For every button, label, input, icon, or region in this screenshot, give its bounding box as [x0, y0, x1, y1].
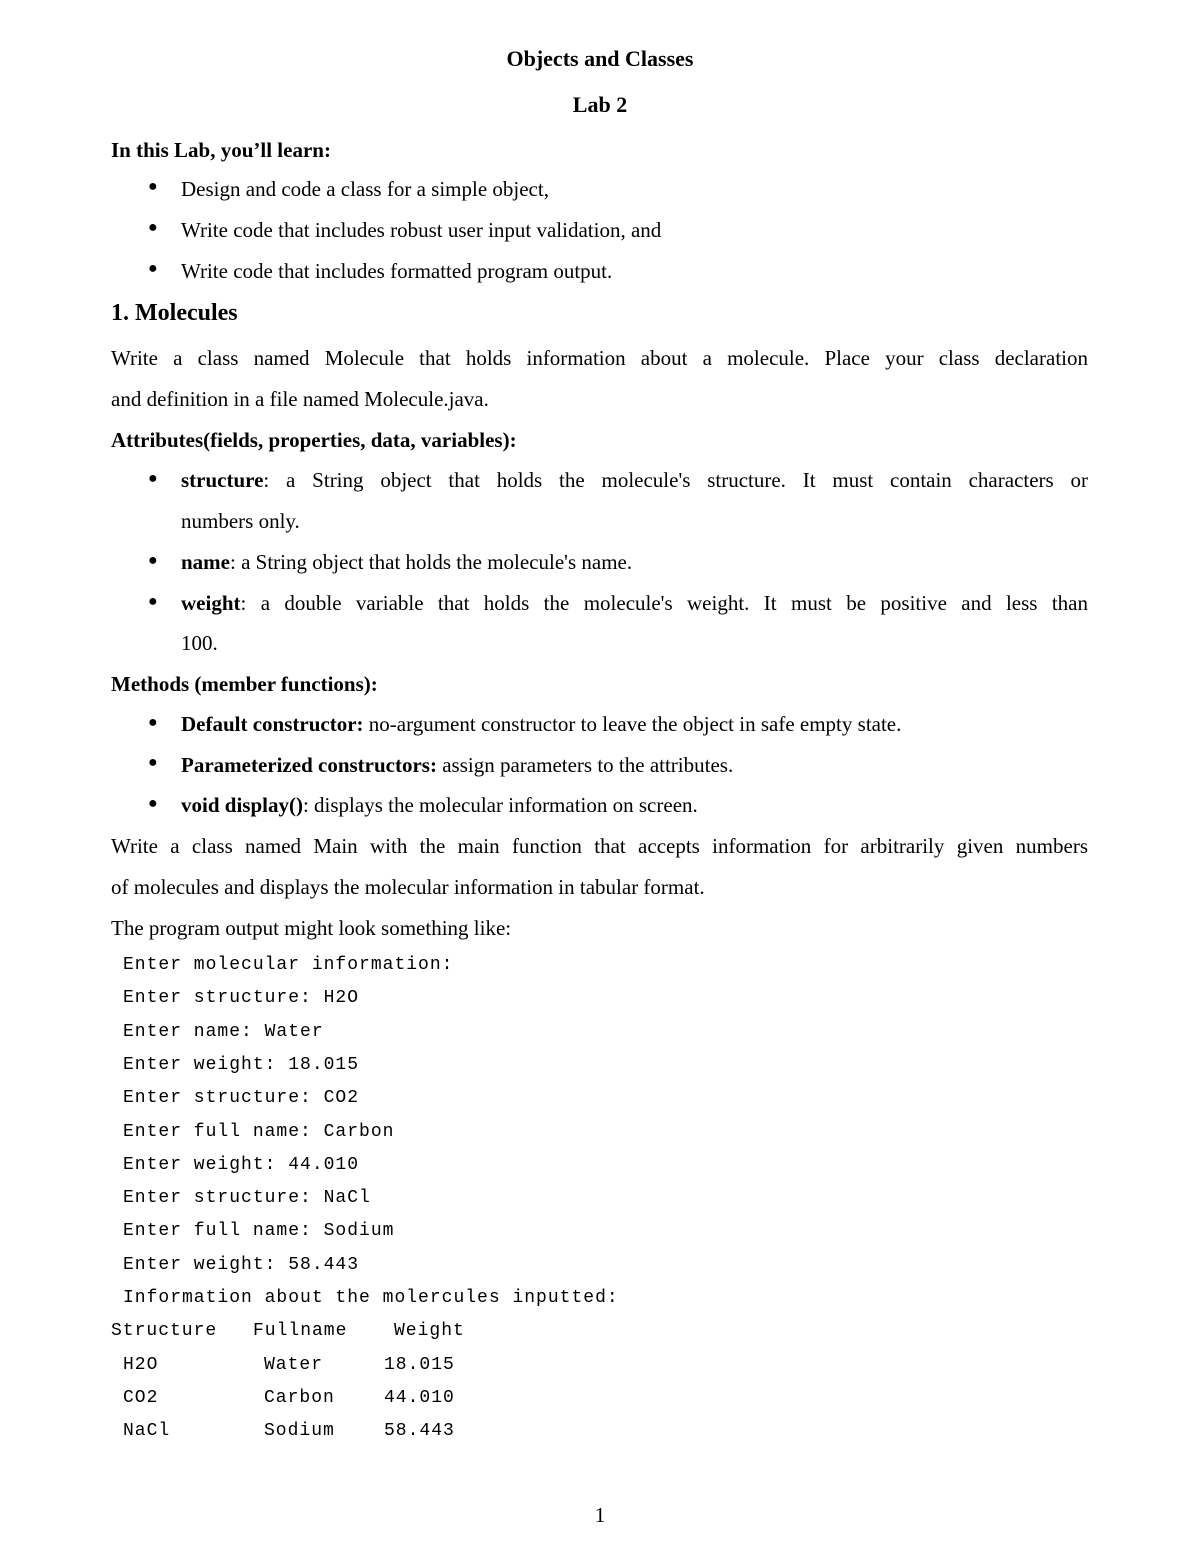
- table-cell: Water: [264, 1355, 324, 1375]
- section-paragraph-line: and definition in a file named Molecule.java.: [111, 387, 489, 411]
- section-paragraph-line: Write a class named Molecule that holds information about a molecule. Place your class declaration: [111, 346, 1088, 370]
- method-term: Parameterized constructors:: [181, 753, 437, 777]
- table-cell: Sodium: [264, 1421, 335, 1441]
- method-item: [181, 711, 901, 737]
- attribute-item-structure: [181, 467, 1088, 493]
- console-line: Enter weight: 44.010: [123, 1155, 360, 1175]
- table-header-structure: Structure: [111, 1321, 218, 1341]
- page-number: 1: [594, 1503, 606, 1527]
- main-paragraph-line: of molecules and displays the molecular information in tabular format.: [111, 875, 705, 899]
- bullet-icon: ●: [148, 260, 158, 277]
- table-cell: H2O: [123, 1355, 159, 1375]
- method-description: no-argument constructor to leave the object in safe empty state.: [363, 712, 902, 736]
- method-description: : displays the molecular information on screen.: [302, 793, 698, 817]
- bullet-icon: ●: [148, 754, 158, 771]
- console-line: Information about the molercules inputted:: [123, 1288, 619, 1308]
- attribute-term: structure: [181, 468, 264, 492]
- document-title: Objects and Classes: [506, 46, 694, 71]
- bullet-icon: ●: [148, 714, 158, 731]
- bullet-icon: ●: [148, 593, 158, 610]
- attribute-item-weight: [181, 590, 1088, 616]
- console-line: Enter structure: CO2: [123, 1088, 360, 1108]
- table-header-fullname: Fullname: [253, 1321, 348, 1341]
- console-line: Enter structure: NaCl: [123, 1188, 371, 1208]
- method-item: [181, 792, 698, 818]
- output-intro: The program output might look something like:: [111, 916, 512, 940]
- methods-heading: Methods (member functions):: [111, 672, 378, 696]
- method-term: void display(): [181, 793, 303, 817]
- intro-heading: In this Lab, you’ll learn:: [111, 138, 331, 162]
- main-paragraph-line: Write a class named Main with the main function that accepts information for arbitrarily given numbers: [111, 834, 1088, 858]
- bullet-icon: ●: [148, 470, 158, 487]
- table-cell: CO2: [123, 1388, 159, 1408]
- method-term: Default constructor:: [181, 712, 364, 736]
- attribute-term: name: [181, 550, 230, 574]
- document-subtitle: Lab 2: [572, 92, 628, 117]
- method-item: [181, 752, 733, 778]
- table-cell: 44.010: [384, 1388, 455, 1408]
- console-line: Enter name: Water: [123, 1022, 324, 1042]
- bullet-icon: ●: [148, 178, 158, 195]
- console-line: Enter weight: 18.015: [123, 1055, 360, 1075]
- attribute-description: : a String object that holds the molecule's structure. It must contain characters or: [263, 468, 1088, 492]
- method-description: assign parameters to the attributes.: [436, 753, 734, 777]
- table-cell: NaCl: [123, 1421, 171, 1441]
- console-line: Enter full name: Carbon: [123, 1122, 395, 1142]
- intro-bullet: Design and code a class for a simple object,: [181, 177, 549, 201]
- console-line: Enter molecular information:: [123, 955, 454, 975]
- attributes-heading: Attributes(fields, properties, data, variables):: [111, 428, 517, 452]
- bullet-icon: ●: [148, 219, 158, 236]
- attribute-description: : a String object that holds the molecule's name.: [230, 550, 633, 574]
- attribute-description: : a double variable that holds the molecule's weight. It must be positive and less than: [240, 591, 1088, 615]
- intro-bullet: Write code that includes robust user input validation, and: [181, 218, 662, 242]
- attribute-description-continued: 100.: [181, 631, 218, 655]
- table-cell: 18.015: [384, 1355, 455, 1375]
- console-line: Enter full name: Sodium: [123, 1221, 395, 1241]
- intro-bullet: Write code that includes formatted program output.: [181, 259, 613, 283]
- attribute-description-continued: numbers only.: [181, 509, 300, 533]
- section-heading: 1. Molecules: [111, 300, 238, 326]
- console-line: Enter weight: 58.443: [123, 1255, 360, 1275]
- table-cell: Carbon: [264, 1388, 335, 1408]
- table-cell: 58.443: [384, 1421, 455, 1441]
- console-line: Enter structure: H2O: [123, 988, 360, 1008]
- attribute-item-name: [181, 549, 632, 575]
- table-header-weight: Weight: [394, 1321, 465, 1341]
- bullet-icon: ●: [148, 795, 158, 812]
- bullet-icon: ●: [148, 552, 158, 569]
- attribute-term: weight: [181, 591, 241, 615]
